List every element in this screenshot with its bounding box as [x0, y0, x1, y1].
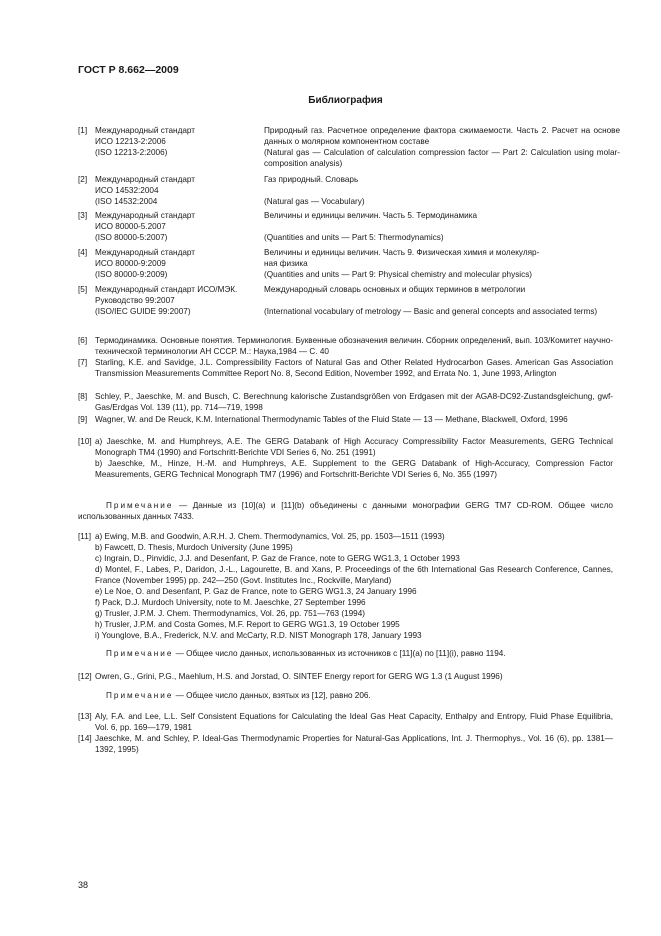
- reference-text: Owren, G., Grini, P.G., Maehlum, H.S. and Jorstad, O. SINTEF Energy report for GERG WG 1.3 (1 August 1996): [95, 672, 503, 681]
- page-number: 38: [78, 880, 89, 890]
- page-title: Библиография: [308, 95, 383, 106]
- document-header: ГОСТ Р 8.662—2009: [78, 64, 179, 76]
- reference-subitem: d) Montel, F., Labes, P., Daridon, J.-L., Lagourette, B. and Xans, P. Proceedings of the 6th International Gas Research Conference, Cannes, France (November 1995) pp. 242—250 (Govt. Institutes Inc., Rockville, Maryland): [95, 565, 613, 585]
- reference-number: [13]: [78, 712, 92, 721]
- reference-number: [4]: [78, 248, 88, 257]
- note-text: — Общее число данных, взятых из [12], равно 206.: [173, 691, 371, 700]
- reference-subitem: a) Ewing, M.B. and Goodwin, A.R.H. J. Chem. Thermodynamics, Vol. 25, pp. 1503—1511 (1993): [95, 532, 445, 541]
- reference-source: Международный стандарт ИСО/МЭК. Руководство 99:2007 (ISO/IEC GUIDE 99:2007): [95, 285, 238, 316]
- reference-number: [9]: [78, 415, 88, 424]
- reference-subitem: b) Jaeschke, M., Hinze, H.-M. and Humphreys, A.E. Supplement to the GERG Databank of High-Accuracy, Compression Factor Measurements, GERG Technical Monograph TM7 (1996) and Fortschritt-Berichte VDI Series 6, No. 355 (1997): [95, 459, 613, 479]
- reference-number: [11]: [78, 532, 92, 541]
- reference-number: [2]: [78, 175, 88, 184]
- reference-subitem: f) Pack, D.J. Murdoch University, note to M. Jaeschke, 27 September 1996: [95, 598, 366, 607]
- reference-source: Международный стандарт ИСО 14532:2004 (ISO 14532:2004: [95, 175, 196, 206]
- reference-title: Международный словарь основных и общих терминов в метрологии (International vocabulary of metrology — Basic and general concepts and associated terms): [264, 285, 598, 316]
- reference-text: Термодинамика. Основные понятия. Терминология. Буквенные обозначения величин. Сборник определений, вып. 103/Комитет научно-технической терминологии АН СССР. М.: Наука,1984 — С. 40: [95, 336, 613, 356]
- note: [106, 648, 616, 659]
- reference-text: Aly, F.A. and Lee, L.L. Self Consistent Equations for Calculating the Ideal Gas Heat Capacity, Enthalpy and Entropy, Fluid Phase Equilibria, Vol. 6, pp. 169—179, 1981: [95, 712, 613, 732]
- reference-number: [7]: [78, 358, 88, 367]
- reference-title: Величины и единицы величин. Часть 5. Термодинамика (Quantities and units — Part 5: Thermodynamics): [264, 211, 478, 242]
- reference-subitem: i) Younglove, B.A., Frederick, N.V. and McCarty, R.D. NIST Monograph 178, January 1993: [95, 631, 422, 640]
- note: [78, 500, 613, 522]
- reference-number: [1]: [78, 126, 88, 135]
- reference-text: Starling, K.E. and Savidge, J.L. Compressibility Factors of Natural Gas and Other Related Hydrocarbon Gases. American Gas Association Transmission Measurements Committee Report No. 8, Second Edition, November 1992, and Errata No. 1, June 1993, Arlington: [95, 358, 613, 378]
- reference-title: Газ природный. Словарь (Natural gas — Vocabulary): [264, 175, 365, 206]
- reference-subitem: h) Trusler, J.P.M. and Costa Gomes, M.F. Report to GERG WG1.3, 19 October 1995: [95, 620, 400, 629]
- reference-subitem: a) Jaeschke, M. and Humphreys, A.E. The GERG Databank of High Accuracy Compressibility Factor Measurements, GERG Technical Monograph TM4 (1990) and Fortschritt-Berichte VDI Series 6, No. 251 (1991): [95, 437, 613, 457]
- reference-subitem: g) Trusler, J.P.M. J. Chem. Thermodynamics, Vol. 26, pp. 751—763 (1994): [95, 609, 366, 618]
- reference-text: Wagner, W. and De Reuck, K.M. International Thermodynamic Tables of the Fluid State — 13 — Methane, Blackwell, Oxford, 1996: [95, 415, 568, 424]
- reference-title: Природный газ. Расчетное определение фактора сжимаемости. Часть 2. Расчет на основе данных о молярном компонентном составе (Natural gas — Calculation of calculation compression factor — Part 2: Calculation using molar-composition analysis): [264, 126, 620, 168]
- reference-subitem: e) Le Noe, O. and Desenfant, P. Gaz de France, note to GERG WG1.3, 24 January 1996: [95, 587, 417, 596]
- note-label: Примечание: [106, 691, 174, 700]
- note-label: Примечание: [106, 649, 174, 658]
- reference-text: Jaeschke, M. and Schley, P. Ideal-Gas Thermodynamic Properties for Natural-Gas Applications, Int. J. Thermophys., Vol. 16 (6), pp. 1381—1392, 1995): [95, 734, 613, 754]
- note-text: — Данные из [10](a) и [11](b) объединены с данными монографии GERG TM7 CD-ROM. Общее число использованных данных 7433.: [78, 501, 613, 521]
- note-text: — Общее число данных, использованных из источников с [11](a) по [11](i), равно 1194.: [173, 649, 506, 658]
- note-label: Примечание: [106, 501, 174, 510]
- reference-number: [8]: [78, 392, 88, 401]
- reference-number: [12]: [78, 672, 92, 681]
- reference-subitems: [95, 531, 613, 641]
- reference-number: [6]: [78, 336, 88, 345]
- reference-subitem: c) Ingrain, D., Pinvidic, J.J. and Desenfant, P. Gaz de France, note to GERG WG1.3, 1 October 1993: [95, 554, 460, 563]
- reference-source: Международный стандарт ИСО 80000-9:2009 (ISO 80000-9:2009): [95, 248, 196, 279]
- reference-title: Величины и единицы величин. Часть 9. Физическая химия и молекуляр- ная физика (Quantities and units — Part 9: Physical chemistry and molecular physics): [264, 248, 540, 279]
- reference-source: Международный стандарт ИСО 80000-5.2007 (ISO 80000-5:2007): [95, 211, 196, 242]
- reference-subitem: b) Fawcett, D. Thesis, Murdoch University (June 1995): [95, 543, 293, 552]
- reference-text: Schley, P., Jaeschke, M. and Busch, C. Berechnung kalorische Zustandsgrößen von Erdgasen mit der AGA8-DC92-Zustandsgleichung, gwf-Gas/Erdgas Vol. 139 (11), pp. 714—719, 1998: [95, 392, 613, 412]
- reference-source: Международный стандарт ИСО 12213-2:2006 (ISO 12213-2:2006): [95, 126, 196, 157]
- reference-number: [14]: [78, 734, 92, 743]
- reference-number: [5]: [78, 285, 88, 294]
- reference-number: [10]: [78, 437, 92, 446]
- note: [106, 690, 616, 701]
- reference-number: [3]: [78, 211, 88, 220]
- reference-subitems: [95, 436, 613, 480]
